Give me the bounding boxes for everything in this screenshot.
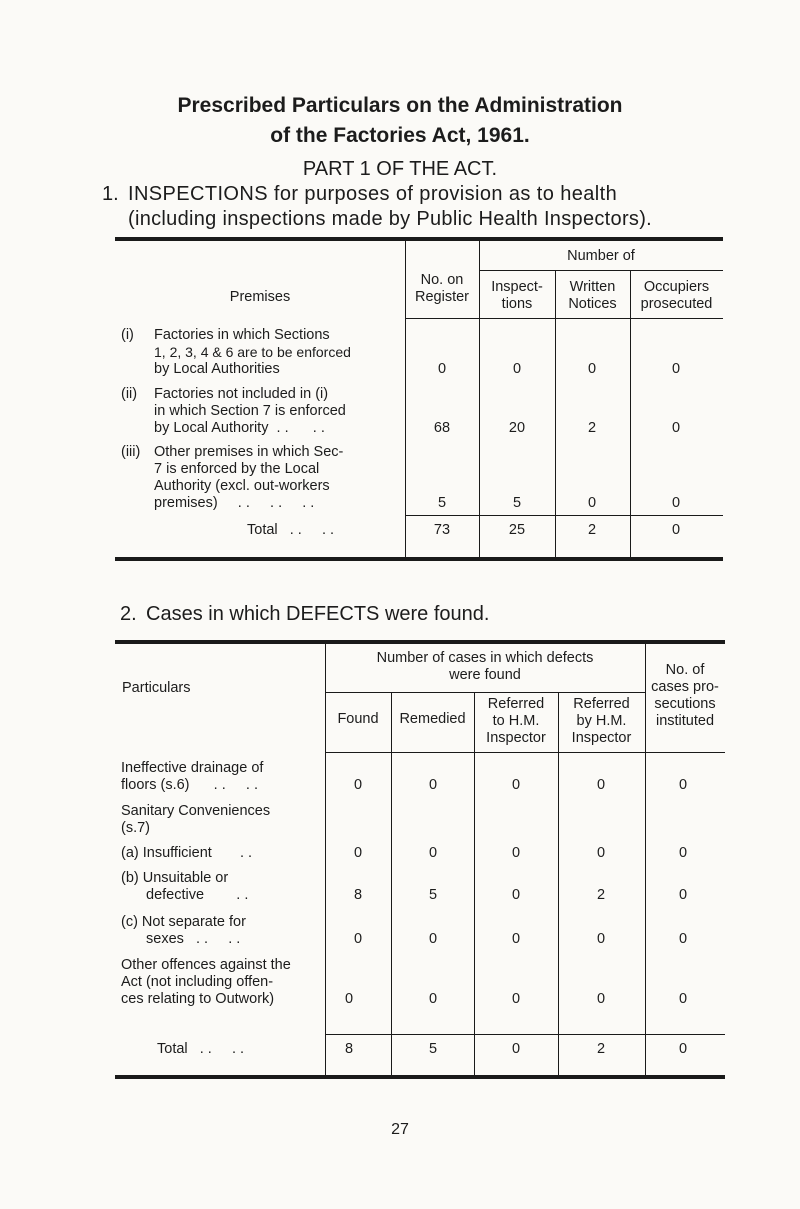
section2-number: 2. (120, 603, 137, 625)
header-referred-by-l3: Inspector (571, 730, 632, 746)
total-label: Total . . . . (157, 1041, 245, 1057)
total-referred-by: 2 (596, 1041, 606, 1057)
header-inspections-l1: Inspect- (491, 279, 543, 295)
cell-found: 0 (353, 931, 363, 947)
cell-inspections: 5 (512, 495, 522, 511)
row-text: floors (s.6) . . . . (121, 777, 258, 793)
row-text: Act (not including offen- (121, 974, 274, 990)
header-notices-l2: Notices (568, 296, 617, 312)
row-text: Factories not included in (i) (154, 386, 329, 402)
row-text: Other offences against the (121, 957, 291, 973)
cell-referred-to: 0 (511, 931, 521, 947)
header-prosecutions-l4: instituted (655, 713, 715, 729)
document-title-line2: of the Factories Act, 1961. (270, 124, 530, 147)
header-referred-by-l2: by H.M. (576, 713, 627, 729)
row-text: 1, 2, 3, 4 & 6 are to be enforced (154, 344, 351, 360)
row-text: (b) Unsuitable or (121, 870, 229, 886)
header-number-of: Number of (567, 248, 635, 264)
total-inspections: 25 (508, 522, 526, 538)
header-notices-l1: Written (569, 279, 616, 295)
cell-inspections: 0 (512, 361, 522, 377)
cell-referred-to: 0 (511, 887, 521, 903)
document-title-line1: Prescribed Particulars on the Administration (177, 94, 623, 117)
total-notices: 2 (587, 522, 597, 538)
cell-prosecutions: 0 (678, 845, 688, 861)
cell-remedied: 0 (428, 931, 438, 947)
header-premises: Premises (229, 289, 291, 305)
cell-referred-to: 0 (511, 777, 521, 793)
row-text: Authority (excl. out-workers (154, 478, 330, 494)
row-text: Factories in which Sections (154, 327, 330, 343)
row-text: (a) Insufficient . . (121, 845, 253, 861)
total-prosecuted: 0 (671, 522, 681, 538)
cell-referred-by: 2 (596, 887, 606, 903)
header-prosecutions-l2: cases pro- (651, 679, 719, 695)
cell-prosecuted: 0 (671, 495, 681, 511)
header-prosecuted-l1: Occupiers (643, 279, 710, 295)
table2-top-rule (115, 640, 725, 644)
header-register-l1: No. on (420, 272, 464, 288)
total-found: 8 (344, 1041, 354, 1057)
row-text: ces relating to Outwork) (121, 991, 275, 1007)
header-cases-l1: Number of cases in which defects (376, 650, 594, 666)
section1-title-line1: INSPECTIONS for purposes of provision as to health (128, 183, 618, 205)
header-inspections-l2: tions (501, 296, 533, 312)
header-particulars: Particulars (122, 680, 191, 696)
cell-referred-to: 0 (511, 991, 521, 1007)
row-text: 7 is enforced by the Local (154, 461, 320, 477)
header-referred-to-l3: Inspector (486, 730, 546, 746)
cell-found: 0 (344, 991, 354, 1007)
total-label: Total . . . . (247, 522, 335, 538)
table2-bottom-rule (115, 1075, 725, 1079)
row-text: Sanitary Conveniences (121, 803, 271, 819)
section2-title: Cases in which DEFECTS were found. (146, 603, 490, 625)
cell-register: 5 (437, 495, 447, 511)
header-prosecutions-l3: secutions (654, 696, 716, 712)
cell-notices: 2 (587, 420, 597, 436)
header-remedied: Remedied (399, 711, 466, 727)
cell-referred-by: 0 (596, 845, 606, 861)
header-prosecutions-l1: No. of (665, 662, 705, 678)
header-referred-to-l2: to H.M. (492, 713, 540, 729)
cell-prosecutions: 0 (678, 887, 688, 903)
row-text: (c) Not separate for (121, 914, 246, 930)
cell-referred-to: 0 (511, 845, 521, 861)
cell-remedied: 0 (428, 991, 438, 1007)
section1-number: 1. (102, 183, 119, 205)
cell-prosecuted: 0 (671, 361, 681, 377)
row-text: Other premises in which Sec- (154, 444, 344, 460)
row-text: defective . . (146, 887, 249, 903)
cell-remedied: 0 (428, 845, 438, 861)
cell-found: 0 (353, 845, 363, 861)
cell-prosecutions: 0 (678, 931, 688, 947)
row-label: (iii) (121, 444, 141, 460)
cell-found: 8 (353, 887, 363, 903)
cell-inspections: 20 (508, 420, 526, 436)
cell-notices: 0 (587, 495, 597, 511)
cell-prosecutions: 0 (678, 777, 688, 793)
cell-referred-by: 0 (596, 991, 606, 1007)
cell-found: 0 (353, 777, 363, 793)
cell-prosecutions: 0 (678, 991, 688, 1007)
row-text: premises) . . . . . . (154, 495, 315, 511)
total-remedied: 5 (428, 1041, 438, 1057)
total-prosecutions: 0 (678, 1041, 688, 1057)
section1-title-line2: (including inspections made by Public Health Inspectors). (128, 208, 653, 230)
total-register: 73 (433, 522, 451, 538)
part-heading: PART 1 OF THE ACT. (302, 158, 498, 180)
cell-notices: 0 (587, 361, 597, 377)
cell-remedied: 0 (428, 777, 438, 793)
table1-top-rule (115, 237, 723, 241)
header-referred-by-l1: Referred (573, 696, 630, 712)
row-label: (i) (121, 327, 134, 343)
header-cases-l2: were found (449, 667, 521, 683)
cell-register: 68 (433, 420, 451, 436)
row-text: Ineffective drainage of (121, 760, 264, 776)
header-register-l2: Register (415, 289, 469, 305)
page-number: 27 (391, 1121, 409, 1138)
total-referred-to: 0 (511, 1041, 521, 1057)
row-label: (ii) (121, 386, 138, 402)
row-text: by Local Authorities (154, 361, 280, 377)
row-text: (s.7) (121, 820, 150, 836)
header-referred-to-l1: Referred (487, 696, 545, 712)
cell-prosecuted: 0 (671, 420, 681, 436)
cell-referred-by: 0 (596, 931, 606, 947)
row-text: in which Section 7 is enforced (154, 403, 346, 419)
row-text: sexes . . . . (146, 931, 241, 947)
table1-bottom-rule (115, 557, 723, 561)
cell-remedied: 5 (428, 887, 438, 903)
cell-referred-by: 0 (596, 777, 606, 793)
header-found: Found (337, 711, 379, 727)
header-prosecuted-l2: prosecuted (640, 296, 713, 312)
row-text: by Local Authority . . . . (154, 420, 325, 436)
cell-register: 0 (437, 361, 447, 377)
